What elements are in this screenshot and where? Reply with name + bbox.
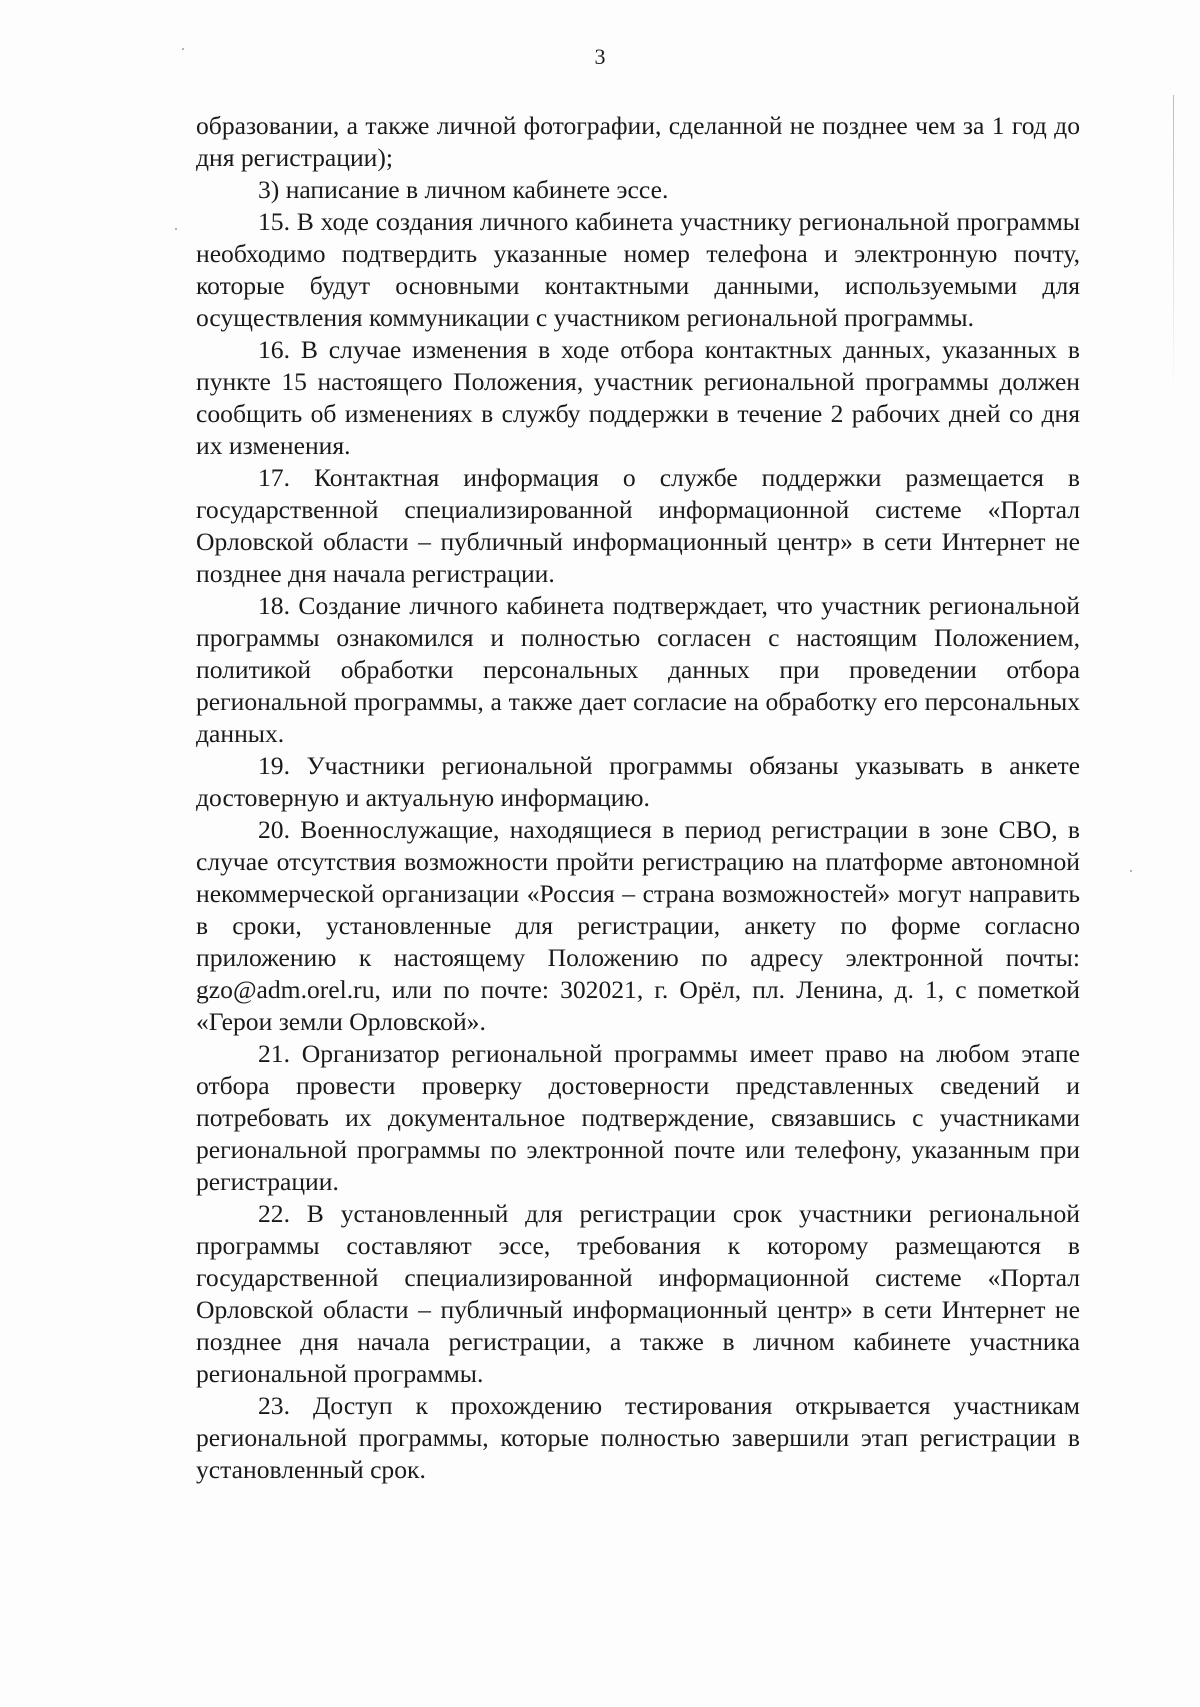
paragraph-19: 19. Участники региональной программы обязаны указывать в анкете достоверную и актуальную информацию. [196,751,1080,812]
paragraph-23: 23. Доступ к прохождению тестирования открывается участникам региональной программы, которые полностью завершили этап регистрации в установленный срок. [196,1391,1080,1484]
document-body [196,110,1080,1486]
paragraph-item-3: 3) написание в личном кабинете эссе. [258,175,669,204]
paragraph-17: 17. Контактная информация о службе поддержки размещается в государственной специализированной информационной системе «Портал Орловской области – публичный информационный центр» в сети Интернет не позднее дня начала регистрации. [196,463,1080,588]
paragraph-18: 18. Создание личного кабинета подтверждает, что участник региональной программы ознакомился и полностью согласен с настоящим Положением, политикой обработки персональных данных при проведении отбора региональной программы, а также дает согласие на обработку его персональных данных. [196,591,1080,748]
paragraph-16: 16. В случае изменения в ходе отбора контактных данных, указанных в пункте 15 настоящего Положения, участник региональной программы должен сообщить об изменениях в службу поддержки в течение 2 рабочих дней со дня их изменения. [196,335,1080,460]
paragraph-15: 15. В ходе создания личного кабинета участнику региональной программы необходимо подтвердить указанные номер телефона и электронную почту, которые будут основными контактными данными, используемыми для осуществления коммуникации с участником региональной программы. [196,207,1080,332]
paragraph-22: 22. В установленный для регистрации срок участники региональной программы составляют эссе, требования к которому размещаются в государственной специализированной информационной системе «Портал Орловской области – публичный информационный центр» в сети Интернет не позднее дня начала регистрации, а также в личном кабинете участника региональной программы. [196,1199,1080,1388]
paragraph-21: 21. Организатор региональной программы имеет право на любом этапе отбора провести проверку достоверности представленных сведений и потребовать их документальное подтверждение, связавшись с участниками региональной программы по электронной почте или телефону, указанным при регистрации. [196,1039,1080,1196]
scan-speck [1130,870,1132,872]
paragraph-20: 20. Военнослужащие, находящиеся в период регистрации в зоне СВО, в случае отсутствия возможности пройти регистрацию на платформе автономной некоммерческой организации «Россия – страна возможностей» могут направить в сроки, установленные для регистрации, анкету по форме согласно приложению к настоящему Положению по адресу электронной почты: gzo@adm.orel.ru, или по почте: 302021, г. Орёл, пл. Ленина, д. 1, с пометкой «Герои земли Орловской». [196,815,1080,1036]
scan-edge-shadow [1173,95,1174,395]
paragraph-continuation: образовании, а также личной фотографии, сделанной не позднее чем за 1 год до дня регистрации); [196,111,1080,172]
page-number: 3 [594,44,606,69]
scan-speck [175,228,177,230]
